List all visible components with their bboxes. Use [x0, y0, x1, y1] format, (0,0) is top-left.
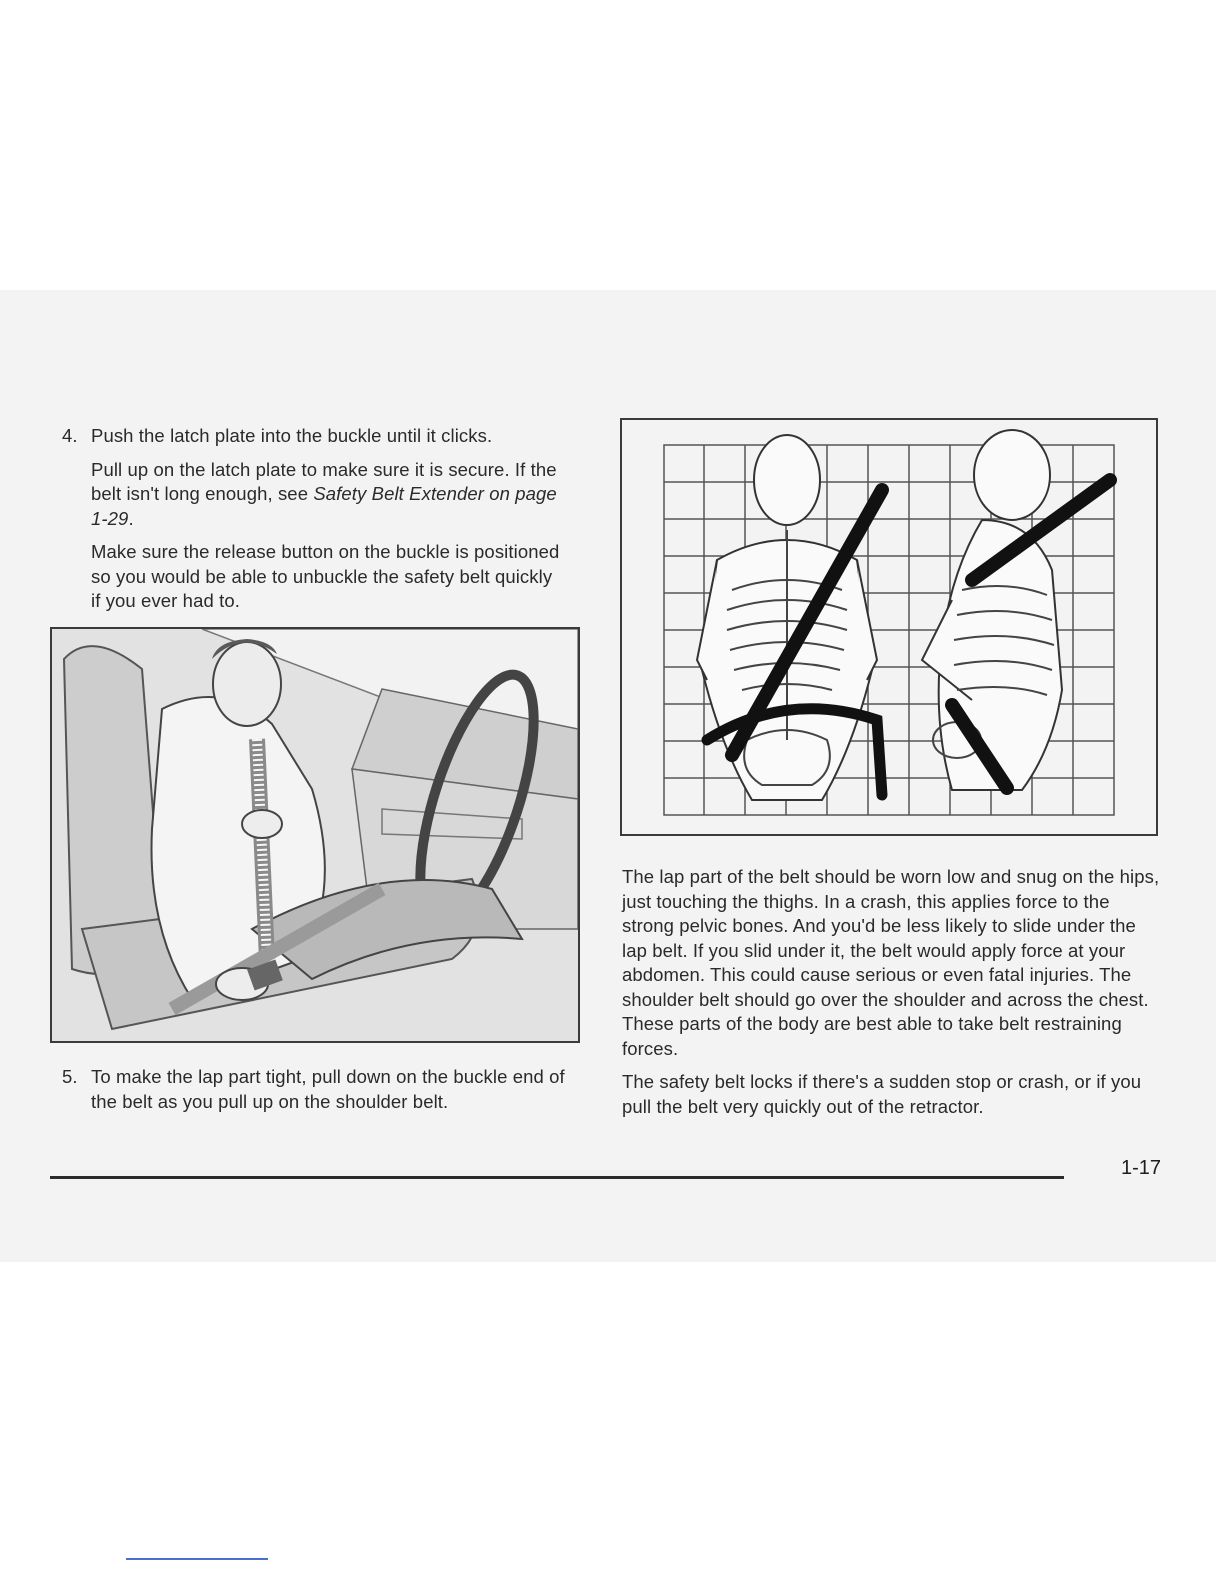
belt-lock-paragraph: The safety belt locks if there's a sudden stop or crash, or if you pull the belt very quickly out of the retractor. — [622, 1071, 1142, 1117]
footer-rule — [50, 1176, 1064, 1179]
driver-illustration-drawing — [52, 629, 578, 1041]
lap-belt-paragraph: The lap part of the belt should be worn low and snug on the hips, just touching the thighs. In a crash, this applies force to the strong pelvic bones. And you'd be less likely to slide under the lap belt. If you slid under it, the belt would apply force at your abdomen. This could cause serious or even fatal injuries. The shoulder belt should go over the shoulder and across the chest. These parts of the body are best able to take belt restraining forces. — [622, 866, 1160, 1059]
step-4-note: Pull up on the latch plate to make sure it is secure. If the belt isn't long enough, see Safety Belt Extender on page 1-29. — [91, 458, 557, 529]
step-number: 4. — [62, 425, 78, 446]
right-column-text — [622, 865, 1162, 1128]
driver-buckling-illustration — [50, 627, 580, 1043]
step-5-instruction: To make the lap part tight, pull down on the buckle end of the belt as you pull up on the shoulder belt. — [91, 1066, 565, 1112]
step-4-instruction: Push the latch plate into the buckle until it clicks. — [91, 425, 493, 446]
manual-page — [0, 290, 1216, 1262]
belt-position-skeleton-illustration — [620, 418, 1158, 836]
step-number: 5. — [62, 1066, 78, 1087]
cross-reference-link[interactable]: Safety Belt Extender on page 1-29 — [91, 483, 557, 529]
footer-link-underline[interactable] — [126, 1558, 268, 1560]
step-4-release-note: Make sure the release button on the buckle is positioned so you would be able to unbuckle the safety belt quickly if you ever had to. — [91, 541, 560, 611]
page-number: 1-17 — [1121, 1157, 1162, 1179]
skeleton-illustration-drawing — [622, 420, 1156, 834]
